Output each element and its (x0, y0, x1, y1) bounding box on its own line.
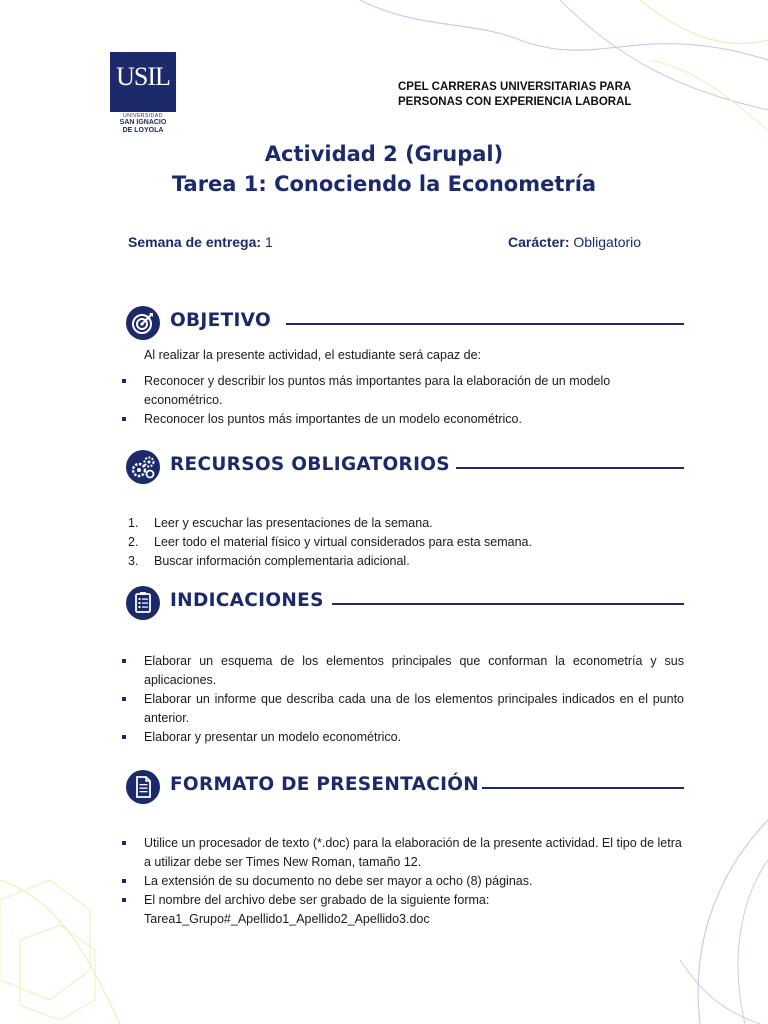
program-name-line2: PERSONAS CON EXPERIENCIA LABORAL (398, 95, 632, 108)
section-divider (286, 323, 684, 325)
list-item: Elaborar y presentar un modelo econométrico. (120, 728, 684, 747)
section-formato (126, 770, 684, 806)
objective-intro: Al realizar la presente actividad, el estudiante será capaz de: (144, 348, 481, 362)
section-heading: INDICACIONES (170, 590, 324, 611)
section-recursos (126, 450, 684, 486)
logo-caption-line1: UNIVERSIDAD (123, 113, 163, 119)
logo-caption-line3: DE LOYOLA (122, 126, 164, 134)
logo-wordmark: USIL (116, 62, 170, 91)
program-name-line1: CPEL CARRERAS UNIVERSITARIAS PARA (398, 81, 632, 93)
university-logo (110, 52, 176, 112)
list-item: La extensión de su documento no debe ser mayor a ocho (8) páginas. (120, 872, 690, 891)
checklist-icon (126, 586, 160, 620)
task-title: Tarea 1: Conociendo la Econometría (171, 172, 597, 196)
delivery-week-value: 1 (264, 234, 273, 250)
delivery-week-label: Semana de entrega: (128, 234, 262, 250)
program-name (398, 80, 631, 110)
activity-type (508, 234, 641, 250)
list-item: 3. Buscar información complementaria adicional. (128, 554, 410, 568)
instructions-list (120, 652, 684, 747)
gears-icon (126, 450, 160, 484)
list-item: El nombre del archivo debe ser grabado de la siguiente forma: Tarea1_Grupo#_Apellido1_Apellido2_Apellido3.doc (120, 891, 524, 929)
section-objetivo (126, 306, 684, 342)
list-item: Reconocer y describir los puntos más importantes para la elaboración de un modelo econométrico. (120, 372, 640, 410)
list-item: Elaborar un informe que describa cada una de los elementos principales indicados en el punto anterior. (120, 690, 684, 728)
target-icon (126, 306, 160, 340)
list-item: Reconocer los puntos más importantes de un modelo econométrico. (120, 410, 640, 429)
section-divider (482, 787, 684, 789)
format-list (120, 834, 690, 929)
logo-caption-line2: SAN IGNACIO (119, 119, 167, 127)
document-icon (126, 770, 160, 804)
section-heading: FORMATO DE PRESENTACIÓN (170, 774, 480, 795)
list-item: 2. Leer todo el material físico y virtual considerados para esta semana. (128, 535, 532, 549)
section-indicaciones (126, 586, 684, 622)
objective-list (120, 372, 640, 429)
section-divider (332, 603, 684, 605)
activity-title: Actividad 2 (Grupal) (264, 142, 504, 166)
activity-type-value: Obligatorio (573, 234, 642, 250)
activity-type-label: Carácter: (508, 234, 570, 250)
list-item: Utilice un procesador de texto (*.doc) para la elaboración de la presente actividad. El tipo de letra a utilizar debe ser Times New Roman, tamaño 12. (120, 834, 690, 872)
resources-list (126, 514, 666, 571)
list-item: 1. Leer y escuchar las presentaciones de la semana. (128, 516, 433, 530)
section-heading: RECURSOS OBLIGATORIOS (170, 454, 450, 475)
logo-caption (108, 114, 178, 134)
delivery-week (128, 234, 273, 250)
section-heading: OBJETIVO (170, 310, 271, 331)
list-item: Elaborar un esquema de los elementos principales que conforman la econometría y sus aplicaciones. (120, 652, 684, 690)
section-divider (456, 467, 684, 469)
